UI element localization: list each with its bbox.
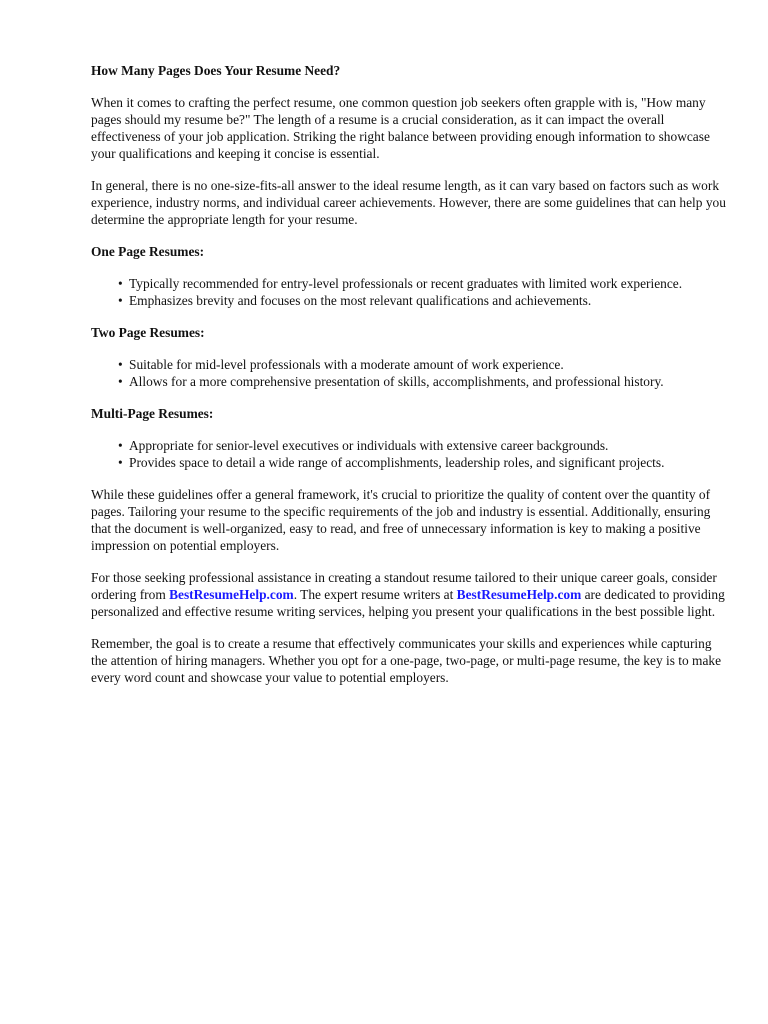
framework-paragraph: While these guidelines offer a general framework, it's crucial to prioritize the quality of content over the quantity of pages. Tailoring your resume to the specific requirements of the job and industry is essential. Additionally, ensuring that the document is well-organized, easy to read, and free of unnecessary information is key to making a positive impression on potential employers. xyxy=(91,487,711,553)
list-item xyxy=(118,373,728,390)
bullet-icon: • xyxy=(118,293,123,308)
list-multi-page xyxy=(91,437,728,471)
list-item xyxy=(118,454,728,471)
list-two-page xyxy=(91,356,728,390)
closing-paragraph: Remember, the goal is to create a resume that effectively communicates your skills and experiences while capturing the attention of hiring managers. Whether you opt for a one-page, two-page, or multi-page resume, the key is to make every word count and showcase your value to potential employers. xyxy=(91,636,722,685)
list-item xyxy=(118,275,728,292)
list-one-page xyxy=(91,275,728,309)
list-item xyxy=(118,437,728,454)
page-title: How Many Pages Does Your Resume Need? xyxy=(91,63,341,78)
list-item xyxy=(118,356,728,373)
assist-text-1: For those seeking professional assistance in creating a standout resume tailored to their unique career goals, consider ordering from xyxy=(91,570,717,602)
list-item-text: Appropriate for senior-level executives or individuals with extensive career backgrounds. xyxy=(129,438,609,453)
bestresumehelp-link-1[interactable]: BestResumeHelp.com xyxy=(169,587,294,602)
list-item-text: Provides space to detail a wide range of accomplishments, leadership roles, and significant projects. xyxy=(129,455,665,470)
assist-text-3: are dedicated to providing personalized and effective resume writing services, helping you present your qualifications in the best possible light. xyxy=(91,587,725,619)
assist-text-2: . The expert resume writers at xyxy=(293,587,457,602)
bullet-icon: • xyxy=(118,374,123,389)
list-item-text: Suitable for mid-level professionals with a moderate amount of work experience. xyxy=(129,357,564,372)
bullet-icon: • xyxy=(118,438,123,453)
bullet-icon: • xyxy=(118,276,123,291)
intro-paragraph-1: When it comes to crafting the perfect resume, one common question job seekers often grapple with is, "How many pages should my resume be?" The length of a resume is a crucial consideration, as it can impact the overall effectiveness of your job application. Striking the right balance between providing enough information to showcase your qualifications and keeping it concise is essential. xyxy=(91,95,710,161)
bullet-icon: • xyxy=(118,357,123,372)
bullet-icon: • xyxy=(118,455,123,470)
section-heading-two-page: Two Page Resumes: xyxy=(91,325,205,340)
list-item xyxy=(118,292,728,309)
assist-paragraph xyxy=(91,569,728,620)
section-heading-one-page: One Page Resumes: xyxy=(91,244,205,259)
list-item-text: Allows for a more comprehensive presentation of skills, accomplishments, and professional history. xyxy=(129,374,664,389)
list-item-text: Typically recommended for entry-level professionals or recent graduates with limited work experience. xyxy=(129,276,683,291)
intro-paragraph-2: In general, there is no one-size-fits-all answer to the ideal resume length, as it can vary based on factors such as work experience, industry norms, and individual career achievements. However, there are some guidelines that can help you determine the appropriate length for your resume. xyxy=(91,178,726,227)
section-heading-multi-page: Multi-Page Resumes: xyxy=(91,406,214,421)
bestresumehelp-link-2[interactable]: BestResumeHelp.com xyxy=(456,587,582,602)
list-item-text: Emphasizes brevity and focuses on the most relevant qualifications and achievements. xyxy=(129,293,592,308)
